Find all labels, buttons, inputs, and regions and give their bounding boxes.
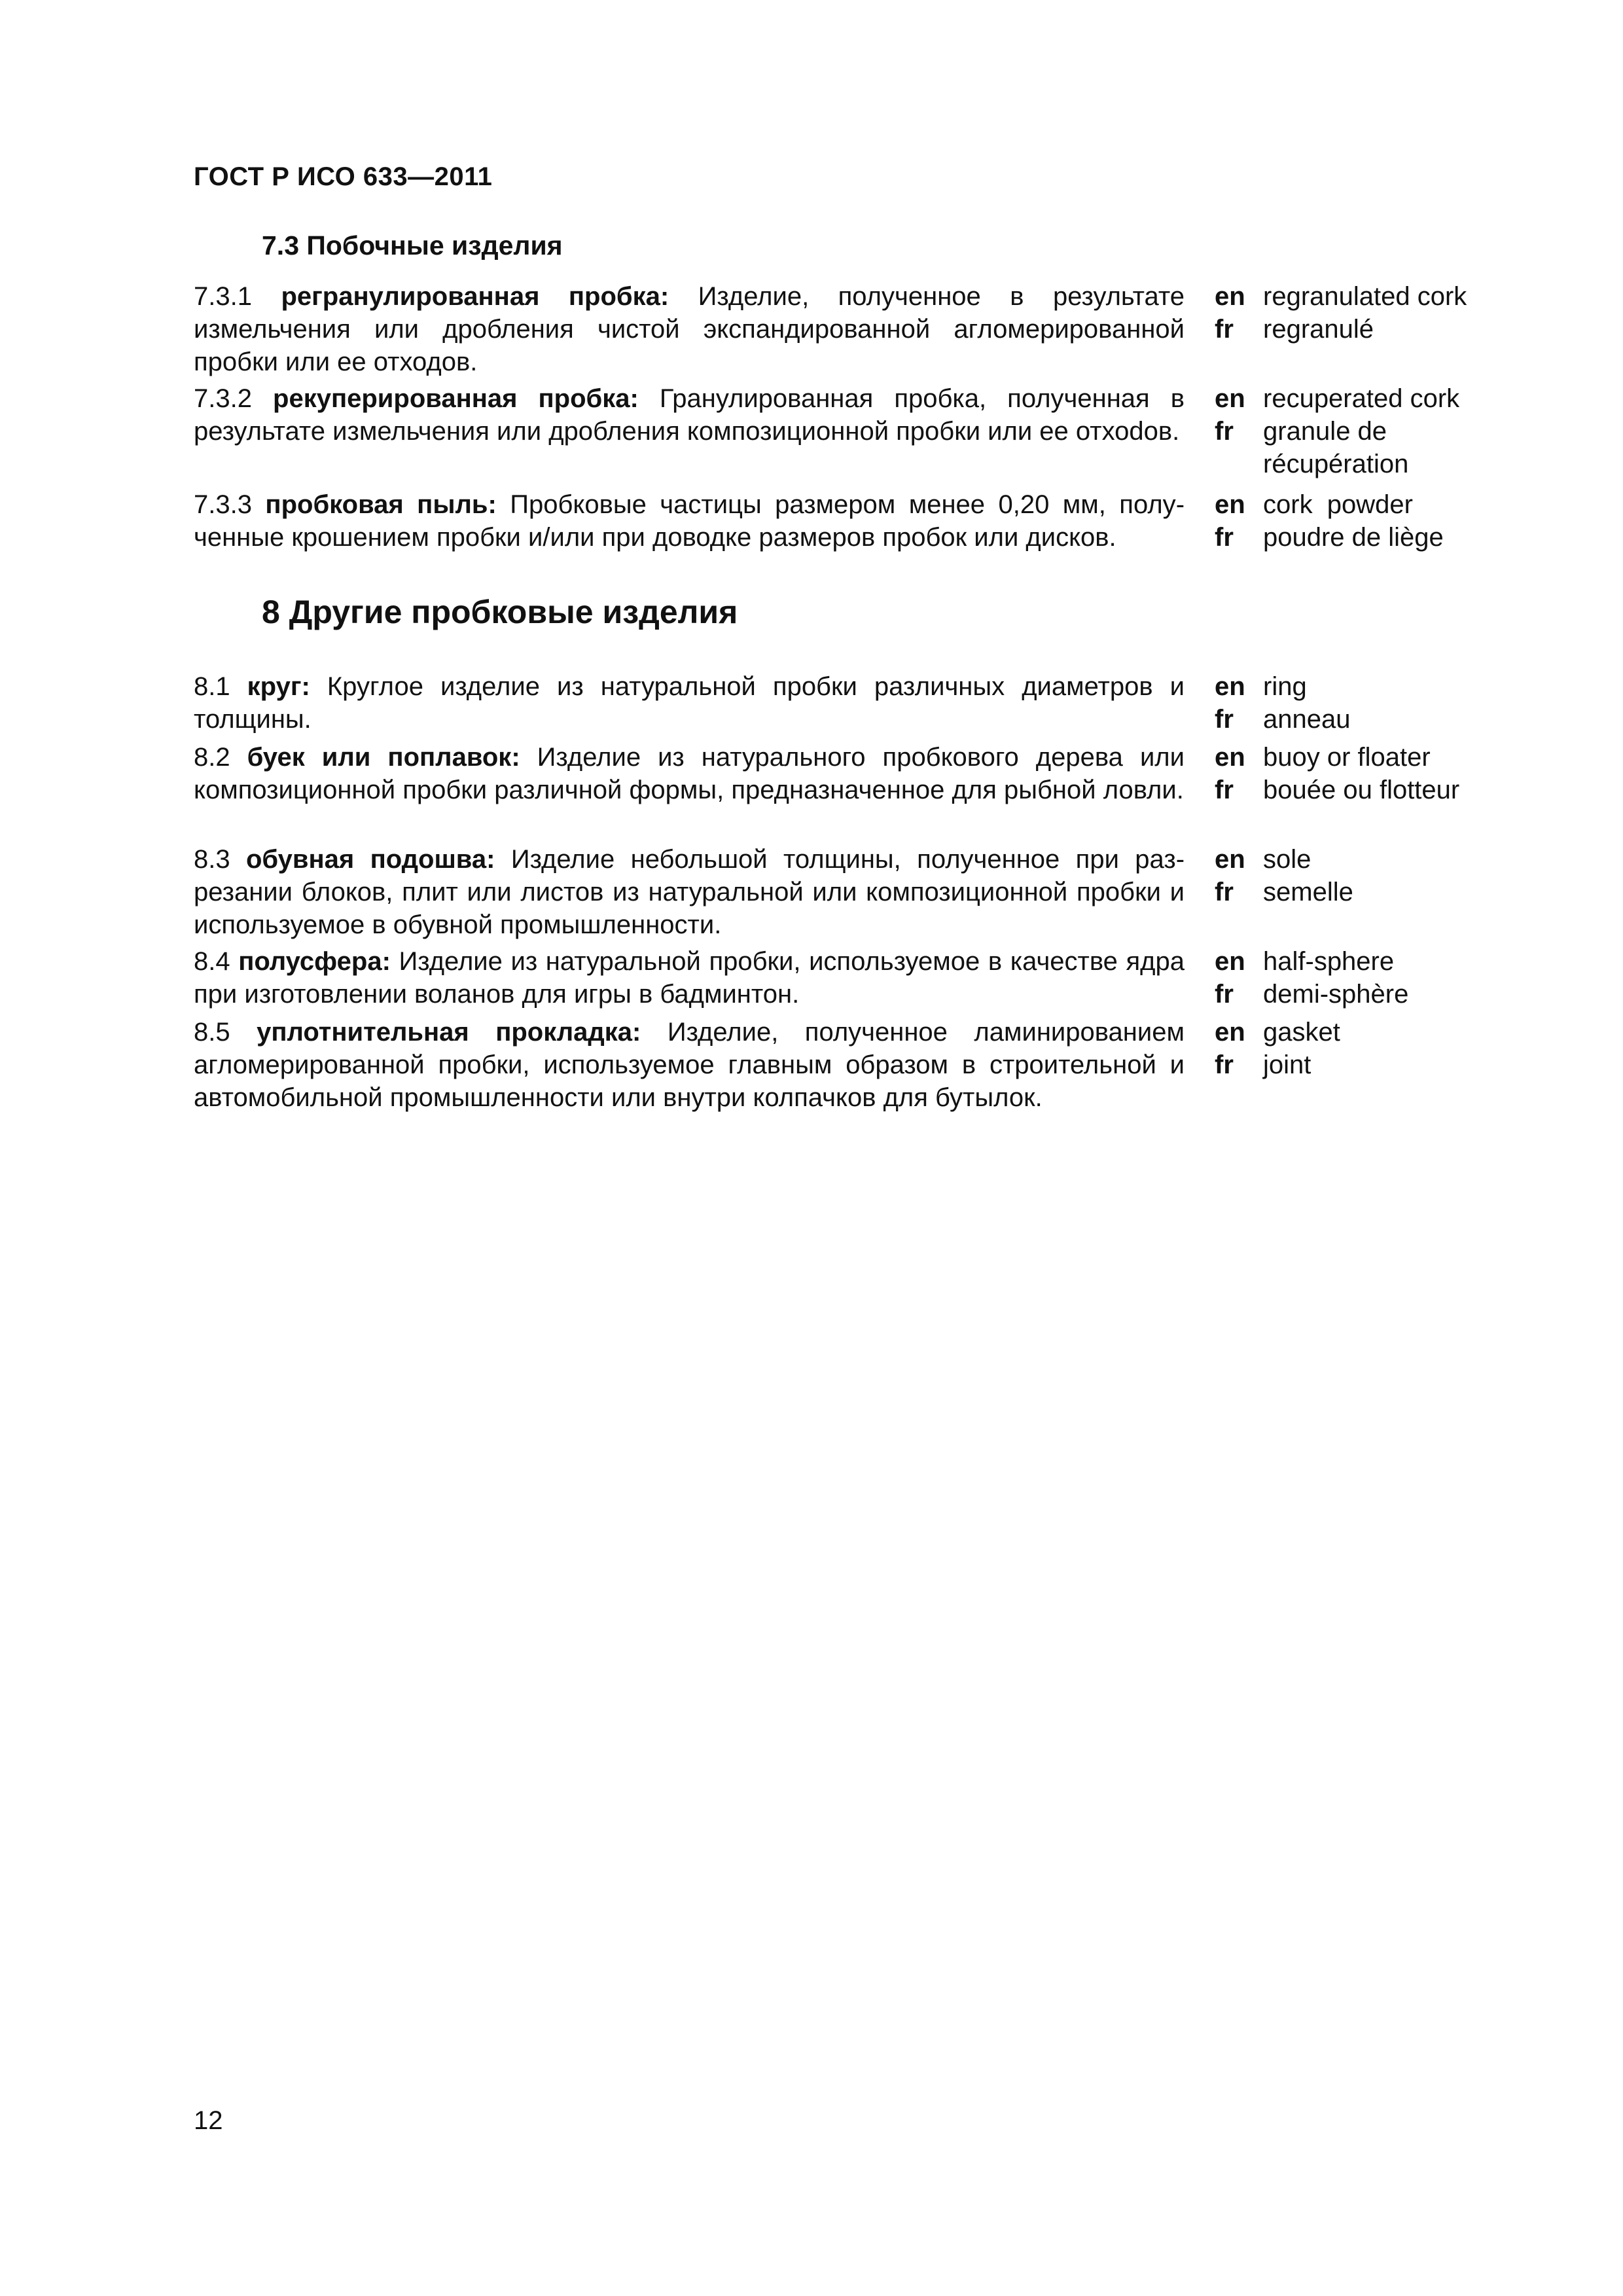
- term-translations: [1215, 741, 1503, 806]
- term-translations: [1215, 843, 1503, 908]
- lang-code-fr: fr: [1215, 315, 1234, 344]
- translation-term-en: buoy or floater: [1263, 743, 1431, 772]
- term-name: рекуперированная пробка:: [273, 384, 639, 413]
- lang-code-en: en: [1215, 282, 1245, 311]
- lang-code-en: en: [1215, 947, 1245, 976]
- translation-fr: [1215, 1049, 1503, 1081]
- term-number: 8.1: [194, 672, 230, 701]
- term-translations: [1215, 945, 1503, 1011]
- term-number: 7.3.3: [194, 490, 252, 519]
- lang-code-fr: fr: [1215, 1050, 1234, 1079]
- term-definition: Изделие из натурального пробкового дерева или композиционной пробки различной формы, предназначенное для рыбной ловли.: [194, 743, 1185, 804]
- term-definition: Изделие, полученное ламинированием агломерированной пробки, используемое главным образом в строительной и автомобильной промышленности или внутри колпачков для бутылок.: [194, 1018, 1185, 1112]
- term-definition: Изделие небольшой толщины, полученное при разрезании блоков, плит или листов из натуральной или композиционной пробки и используемое в обувной промышленности.: [194, 845, 1185, 939]
- term-number: 8.4: [194, 947, 230, 976]
- term-definition: Изделие из натуральной пробки, используемое в качестве ядра при изготовлении воланов для игры в бадминтон.: [194, 947, 1185, 1009]
- term-translations: [1215, 1016, 1503, 1081]
- translation-term-fr: anneau: [1263, 705, 1351, 734]
- translation-en: [1215, 382, 1503, 415]
- term-translations: [1215, 488, 1503, 554]
- lang-code-fr: fr: [1215, 417, 1234, 446]
- term-translations: [1215, 670, 1503, 736]
- translation-term-en: recuperated cork: [1263, 384, 1460, 413]
- lang-code-en: en: [1215, 672, 1245, 701]
- page-number: 12: [194, 2106, 223, 2135]
- term-number: 8.5: [194, 1018, 230, 1047]
- term-definition: Пробковые частицы размером менее 0,20 мм, полученные крошением пробки и/или при доводке размеров пробок или дисков.: [194, 490, 1185, 552]
- lang-code-fr: fr: [1215, 523, 1234, 552]
- translation-term-en: half-sphere: [1263, 947, 1395, 976]
- term-number: 8.3: [194, 845, 230, 874]
- lang-code-fr: fr: [1215, 776, 1234, 804]
- lang-code-fr: fr: [1215, 980, 1234, 1009]
- term-definition: Изделие, полученное в результате измельчения или дробления чистой экспандированной агломерированной пробки или ее отходов.: [194, 282, 1185, 376]
- term-name: пробковая пыль:: [265, 490, 497, 519]
- term-name: уплотнительная прокладка:: [257, 1018, 641, 1047]
- translation-term-fr: semelle: [1263, 878, 1353, 906]
- term-entry-text: [194, 488, 1185, 554]
- term-entry-text: [194, 945, 1185, 1011]
- translation-fr: [1215, 978, 1503, 1011]
- translation-fr: [1215, 313, 1503, 346]
- translation-term-en: ring: [1263, 672, 1307, 701]
- lang-code-en: en: [1215, 743, 1245, 772]
- term-definition: Круглое изделие из натуральной пробки различных диаметров и толщины.: [194, 672, 1185, 734]
- term-entry-text: [194, 280, 1185, 378]
- term-translations: [1215, 382, 1503, 480]
- term-name: регранулированная пробка:: [281, 282, 669, 311]
- translation-term-fr: granule de récupération: [1263, 417, 1409, 478]
- term-number: 7.3.1: [194, 282, 252, 311]
- translation-fr: [1215, 774, 1503, 806]
- translation-en: [1215, 280, 1503, 313]
- translation-term-fr: demi-sphère: [1263, 980, 1409, 1009]
- translation-term-en: sole: [1263, 845, 1311, 874]
- translation-fr: [1215, 876, 1503, 908]
- translation-term-en: cork powder: [1263, 490, 1413, 519]
- translation-fr: [1215, 415, 1503, 480]
- lang-code-fr: fr: [1215, 878, 1234, 906]
- term-entry-text: [194, 670, 1185, 736]
- translation-term-fr: joint: [1263, 1050, 1311, 1079]
- translation-fr: [1215, 703, 1503, 736]
- term-definition: Гранулированная пробка, полученная в результате измельчения или дробления композиционной пробки или ее отхоdов.: [194, 384, 1185, 446]
- term-entry-text: [194, 382, 1185, 448]
- translation-term-fr: poudre de liège: [1263, 523, 1444, 552]
- lang-code-en: en: [1215, 490, 1245, 519]
- term-name: обувная подошва:: [246, 845, 495, 874]
- translation-en: [1215, 488, 1503, 521]
- translation-en: [1215, 670, 1503, 703]
- term-entry-text: [194, 843, 1185, 941]
- term-entry-text: [194, 741, 1185, 806]
- lang-code-en: en: [1215, 845, 1245, 874]
- term-number: 8.2: [194, 743, 230, 772]
- translation-en: [1215, 843, 1503, 876]
- section-title-8: 8 Другие пробковые изделия: [262, 594, 738, 630]
- document-header: ГОСТ Р ИСО 633—2011: [194, 162, 493, 191]
- term-name: круг:: [247, 672, 310, 701]
- term-number: 7.3.2: [194, 384, 252, 413]
- term-name: буек или поплавок:: [247, 743, 520, 772]
- subsection-title-7-3: 7.3 Побочные изделия: [262, 230, 563, 260]
- term-entry-text: [194, 1016, 1185, 1114]
- translation-fr: [1215, 521, 1503, 554]
- term-name: полусфера:: [238, 947, 391, 976]
- translation-en: [1215, 945, 1503, 978]
- translation-term-en: regranulated cork: [1263, 282, 1467, 311]
- lang-code-en: en: [1215, 1018, 1245, 1047]
- translation-en: [1215, 1016, 1503, 1049]
- lang-code-fr: fr: [1215, 705, 1234, 734]
- translation-term-en: gasket: [1263, 1018, 1340, 1047]
- lang-code-en: en: [1215, 384, 1245, 413]
- translation-en: [1215, 741, 1503, 774]
- translation-term-fr: bouée ou flotteur: [1263, 776, 1460, 804]
- translation-term-fr: regranulé: [1263, 315, 1374, 344]
- term-translations: [1215, 280, 1503, 346]
